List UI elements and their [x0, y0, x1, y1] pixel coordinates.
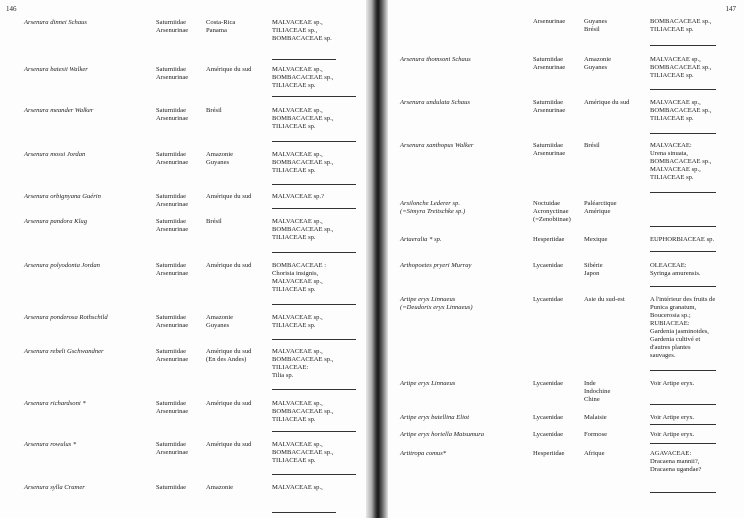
row-divider [272, 208, 356, 209]
host-plants: MALVACEAE sp., BOMBACACEAE sp., TILIACEAE: Tilia sp. [272, 348, 334, 379]
distribution: Brésil [206, 107, 222, 114]
distribution: Amérique du sud [206, 193, 252, 200]
distribution: Paléarctique Amérique [584, 200, 617, 215]
row-divider [272, 141, 356, 142]
row-divider [272, 339, 356, 340]
distribution: Amérique du sud [206, 441, 252, 448]
family-name: Saturniidae Arsenurinae [156, 348, 189, 363]
species-name: Arsenura xanthopus Walker [400, 142, 474, 149]
host-plants: MALVACEAE sp., BOMBACACEAE sp., TILIACEAE sp. [272, 151, 334, 174]
family-name: Saturniidae Arsenurinae [533, 142, 566, 157]
distribution: Brésil [206, 218, 222, 225]
distribution: Afrique [584, 450, 605, 457]
distribution: Brésil [584, 142, 600, 149]
distribution: Mexique [584, 236, 608, 243]
distribution: Amérique du sud [206, 66, 252, 73]
host-plants: OLEACEAE: Syringa amurensis. [650, 262, 701, 277]
host-plants: MALVACEAE sp., BOMBACACEAE sp., TILIACEAE sp. [272, 66, 334, 89]
host-plants: MALVACEAE sp., [272, 484, 323, 491]
species-name: Arsenura sylla Cramer [24, 484, 85, 491]
row-divider [272, 304, 356, 305]
species-name: Arsenura pandora Klug [24, 218, 88, 225]
family-name: Lycaenidae [533, 262, 564, 269]
species-name: Arsenura rowulus * [24, 441, 77, 448]
species-name: Arsenura mossi Jordan [24, 151, 86, 158]
row-divider [650, 404, 716, 405]
row-divider [650, 192, 716, 193]
distribution: Amérique du sud [206, 400, 252, 407]
host-plants: BOMBACACEAE sp., TILIACEAE sp. [650, 18, 712, 33]
row-divider [650, 89, 716, 90]
species-name: Arsenura meander Walker [24, 107, 94, 114]
host-plants: A l'intérieur des fruits de Punica granatum, Boucerosia sp.; RUBIACEAE: Gardenia jasminoides, Gardenia cultivé et d'autres plantes sauvages. [650, 296, 716, 359]
host-plants: MALVACEAE sp., TILIACEAE sp., BOMBACACEAE sp. [272, 19, 332, 42]
distribution: Formose [584, 431, 608, 438]
species-name: Arsenura ponderosa Rothschild [24, 314, 108, 321]
species-name: Artipe eryx butellina Eliot [400, 414, 470, 421]
species-name: Arsenura richardsoni * [24, 400, 86, 407]
row-divider [650, 226, 716, 227]
distribution: Amérique du sud (En des Andes) [206, 348, 252, 363]
species-name: Artipe eryx horiella Matsumura [400, 431, 485, 438]
family-name: Saturniidae Arsenurinae [533, 56, 566, 71]
family-name: Saturniidae Arsenurinae [156, 218, 189, 233]
host-plants: Voir Artipe eryx. [650, 380, 695, 387]
species-name: Arsenura dinnei Schaus [24, 19, 88, 26]
distribution: Costa-Rica Panama [206, 19, 236, 34]
distribution: Amazonie Guyanes [584, 56, 612, 71]
species-name: Arthopoetes pryeri Murray [400, 262, 472, 269]
family-name: Saturniidae Arsenurinae [156, 151, 189, 166]
host-plants: MALVACEAE: Urena sinuata, BOMBACACEAE sp., MALVACEAE sp., TILIACEAE sp. [650, 142, 712, 181]
row-divider [650, 133, 716, 134]
species-name: Arsenura rebeli Gschwandner [24, 348, 104, 355]
family-name: Saturniidae Arsenurinae [156, 400, 189, 415]
species-name: Artipe eryx Linnaeus (=Deudorix eryx Linnaeus) [400, 296, 473, 311]
host-plants: MALVACEAE sp., BOMBACACEAE sp., TILIACEAE sp. [272, 441, 334, 464]
row-divider [272, 512, 336, 513]
distribution: Amazonie Guyanes [206, 151, 234, 166]
family-name: Hesperiidae [533, 236, 565, 243]
row-divider [650, 492, 716, 493]
host-plants: EUPHORBIACEAE sp. [650, 236, 715, 243]
distribution: Amazonie Guyanes [206, 314, 234, 329]
page-number: 147 [725, 5, 736, 13]
row-divider [650, 286, 716, 287]
row-divider [650, 424, 716, 425]
book-gutter [366, 0, 388, 518]
species-name: Arsenura batesii Walker [24, 66, 88, 73]
host-plants: BOMBACACEAE : Chorisia insignis, MALVACEAE sp., TILIACEAE sp. [272, 262, 327, 293]
distribution: Amazonie [206, 484, 234, 491]
family-name: Saturniidae [156, 484, 187, 491]
host-plants: MALVACEAE sp., TILIACEAE sp. [272, 314, 323, 329]
family-name: Saturniidae Arsenurinae [156, 107, 189, 122]
species-name: Arsenura thomsoni Schaus [400, 56, 471, 63]
host-plants: MALVACEAE sp., BOMBACACEAE sp., TILIACEAE sp. [272, 107, 334, 130]
family-name: Lycaenidae [533, 296, 564, 303]
distribution: Asie du sud-est [584, 296, 625, 303]
row-divider [272, 59, 336, 60]
distribution: Amérique du sud [206, 262, 252, 269]
left-page [0, 0, 366, 518]
page-number: 146 [6, 5, 17, 13]
row-divider [650, 443, 716, 444]
family-name: Lycaenidae [533, 414, 564, 421]
host-plants: MALVACEAE sp.? [272, 193, 325, 200]
family-name: Saturniidae Arsenurinae [156, 314, 189, 329]
row-divider [272, 389, 356, 390]
row-divider [650, 251, 716, 252]
family-name: Hesperiidae [533, 450, 565, 457]
species-name: Artipe eryx Linnaeus [400, 380, 456, 387]
species-name: Artaeralia * sp. [400, 236, 442, 243]
distribution: Amérique du sud [584, 99, 630, 106]
family-name: Lycaenidae [533, 380, 564, 387]
distribution: Sibérie Japon [584, 262, 603, 277]
family-name: Noctuidae Acronyctinae (=Zenobiinae) [533, 200, 571, 223]
family-name: Saturniidae Arsenurinae [156, 193, 189, 208]
host-plants: Voir Artipe eryx. [650, 431, 695, 438]
family-name: Arsenurinae [533, 18, 566, 25]
row-divider [272, 431, 356, 432]
right-page [388, 0, 744, 518]
family-name: Saturniidae Arsenurinae [156, 441, 189, 456]
row-divider [272, 96, 356, 97]
row-divider [650, 370, 716, 371]
host-plants: AGAVACEAE: Dracaena mannii?, Dracaena ugandae? [650, 450, 702, 473]
host-plants: MALVACEAE sp., BOMBACACEAE sp., TILIACEAE sp. [650, 56, 712, 79]
family-name: Lycaenidae [533, 431, 564, 438]
family-name: Saturniidae Arsenurinae [156, 19, 189, 34]
distribution: Malaisie [584, 414, 607, 421]
species-name: Artitropa comus* [400, 450, 447, 457]
family-name: Saturniidae Arsenurinae [156, 66, 189, 81]
family-name: Saturniidae Arsenurinae [533, 99, 566, 114]
host-plants: MALVACEAE sp., BOMBACACEAE sp., TILIACEAE sp. [272, 218, 334, 241]
family-name: Saturniidae Arsenurinae [156, 262, 189, 277]
row-divider [272, 252, 356, 253]
host-plants: MALVACEAE sp., BOMBACACEAE sp., TILIACEAE sp. [650, 99, 712, 122]
distribution: Guyanes Brésil [584, 18, 608, 33]
species-name: Arsenura orbignyana Guérin [24, 193, 101, 200]
species-name: Arsenura polyodonta Jordan [24, 262, 100, 269]
distribution: Inde Indochine Chine [584, 380, 611, 403]
species-name: Arsilonche Lederer sp. (=Simyra Treitschke sp.) [400, 200, 466, 215]
row-divider [272, 184, 356, 185]
host-plants: Voir Artipe eryx. [650, 414, 695, 421]
row-divider [650, 45, 716, 46]
row-divider [272, 474, 356, 475]
host-plants: MALVACEAE sp., BOMBACACEAE sp., TILIACEAE sp. [272, 400, 334, 423]
species-name: Arsenura undulata Schaus [400, 99, 470, 106]
